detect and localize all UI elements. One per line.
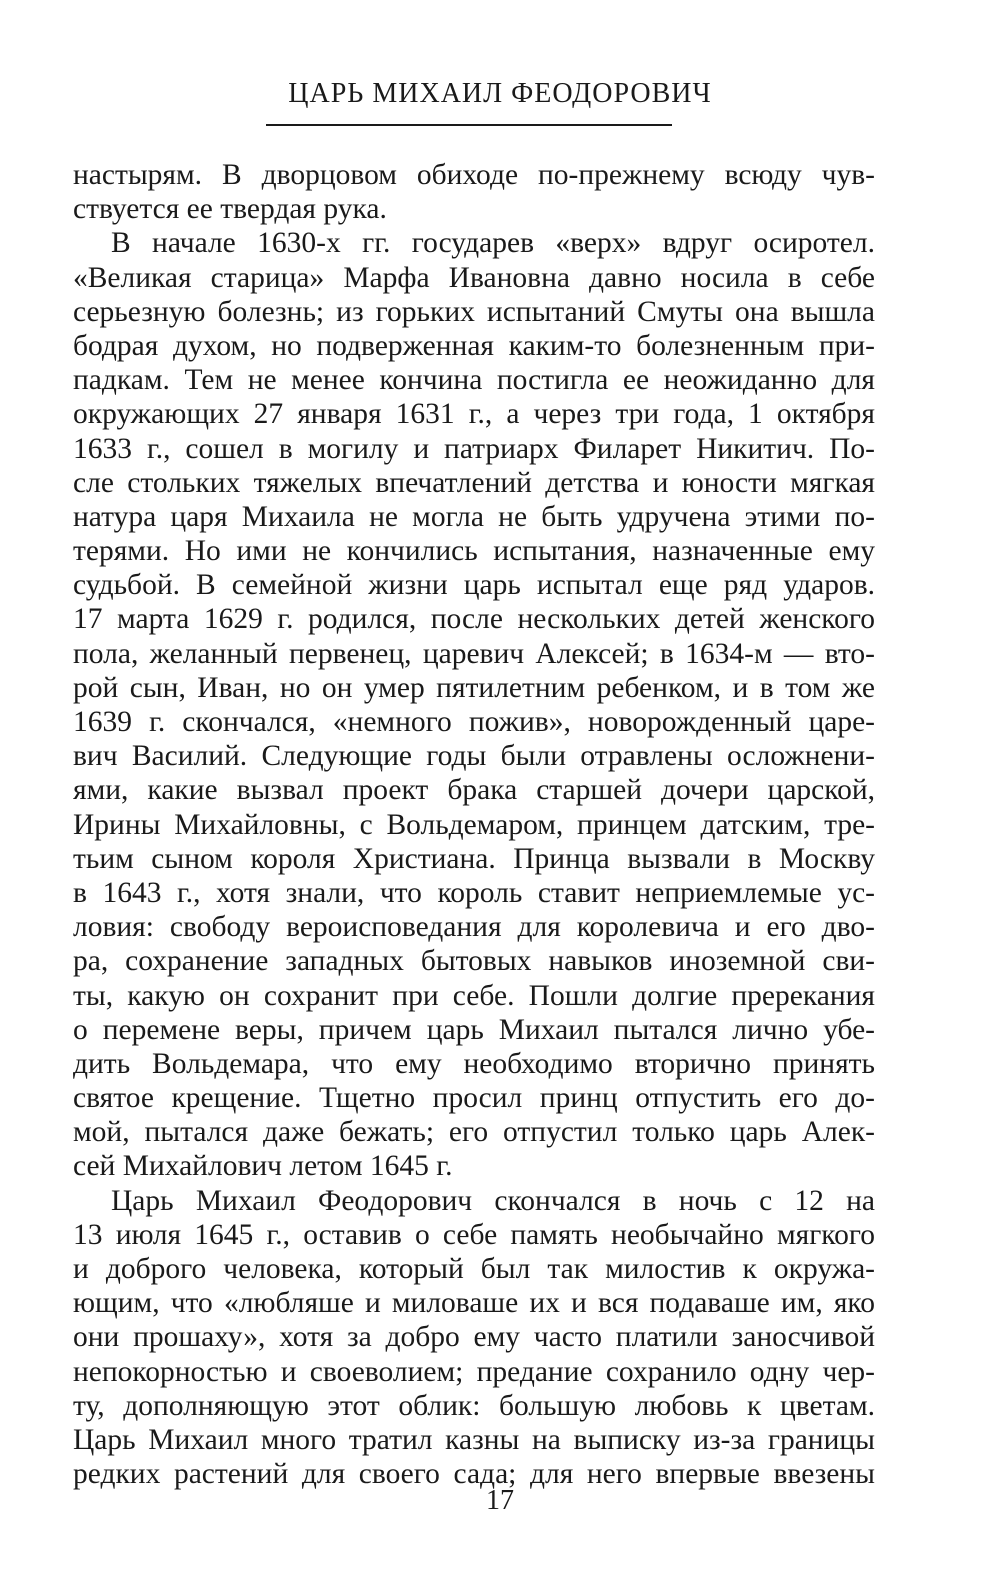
text-line: ями, какие вызвал проект брака старшей дочери царской,	[73, 774, 875, 807]
text-line: пола, желанный первенец, царевич Алексей; в 1634-м — вто-	[73, 637, 875, 670]
text-line: вич Василий. Следующие годы были отравлены осложнени-	[73, 740, 875, 773]
text-line: настырям. В дворцовом обиходе по-прежнему всюду чув-	[73, 159, 875, 191]
text-line: терями. Но ими не кончились испытания, назначенные ему	[73, 535, 875, 568]
text-line: бодрая духом, но подверженная каким-то болезненным при-	[73, 329, 875, 362]
text-line: серьезную болезнь; из горьких испытаний Смуты она вышла	[73, 295, 875, 328]
text-line: ту, дополняющую этот облик: большую любовь к цветам.	[73, 1389, 875, 1422]
text-line: судьбой. В семейной жизни царь испытал еще ряд ударов.	[73, 569, 875, 602]
text-line: 1639 г. скончался, «немного пожив», новорожденный царе-	[73, 706, 875, 738]
text-line: тьим сыном короля Христиана. Принца вызвали в Москву	[73, 842, 875, 875]
text-line: 17 марта 1629 г. родился, после нескольких детей женского	[73, 603, 875, 636]
text-line: В начале 1630-х гг. государев «верх» вдруг осиротел.	[111, 227, 875, 260]
text-line: непокорностью и своеволием; предание сохранило одну чер-	[73, 1355, 875, 1388]
text-line: ты, какую он сохранит при себе. Пошли долгие пререкания	[73, 979, 875, 1012]
text-line: ра, сохранение западных бытовых навыков иноземной сви-	[73, 945, 875, 978]
running-head: ЦАРЬ МИХАИЛ ФЕОДОРОВИЧ	[288, 78, 712, 109]
header-rule	[266, 124, 672, 126]
text-line: Ирины Михайловны, с Вольдемаром, принцем датским, тре-	[73, 808, 875, 841]
text-line: о перемене веры, причем царь Михаил пытался лично убе-	[73, 1013, 875, 1046]
text-line: окружающих 27 января 1631 г., а через три года, 1 октября	[73, 398, 875, 431]
text-line: 13 июля 1645 г., оставив о себе память необычайно мягкого	[73, 1218, 875, 1251]
text-line: мой, пытался даже бежать; его отпустил только царь Алек-	[73, 1116, 875, 1149]
text-line: святое крещение. Тщетно просил принц отпустить его до-	[73, 1082, 875, 1115]
text-line: Царь Михаил много тратил казны на выписку из-за границы	[73, 1423, 875, 1456]
text-line: сей Михайлович летом 1645 г.	[73, 1150, 453, 1183]
text-line: Царь Михаил Феодорович скончался в ночь с 12 на	[111, 1184, 875, 1217]
body-text	[73, 158, 875, 1491]
text-line: 1633 г., сошел в могилу и патриарх Филарет Никитич. По-	[73, 432, 875, 465]
text-line: падкам. Тем не менее кончина постигла ее неожиданно для	[73, 364, 875, 397]
text-line: они прошаху», хотя за добро ему часто платили заносчивой	[73, 1321, 875, 1354]
text-line: и доброго человека, который был так милостив к окружа-	[73, 1253, 875, 1285]
text-line: ловия: свободу вероисповедания для королевича и его дво-	[73, 911, 875, 944]
text-line: «Великая старица» Марфа Ивановна давно носила в себе	[73, 261, 875, 294]
page-number: 17	[486, 1485, 514, 1516]
text-line: редких растений для своего сада; для него впервые ввезены	[73, 1458, 875, 1491]
text-line: натура царя Михаила не могла не быть удручена этими по-	[73, 500, 875, 533]
text-line: дить Вольдемара, что ему необходимо вторично принять	[73, 1047, 875, 1080]
text-line: ствуется ее твердая рука.	[73, 193, 387, 226]
text-line: ющим, что «любляше и миловаше их и вся подаваше им, яко	[73, 1287, 875, 1320]
text-line: сле стольких тяжелых впечатлений детства и юности мягкая	[73, 466, 875, 499]
text-line: рой сын, Иван, но он умер пятилетним ребенком, и в том же	[73, 671, 875, 704]
text-line: в 1643 г., хотя знали, что король ставит неприемлемые ус-	[73, 876, 875, 909]
